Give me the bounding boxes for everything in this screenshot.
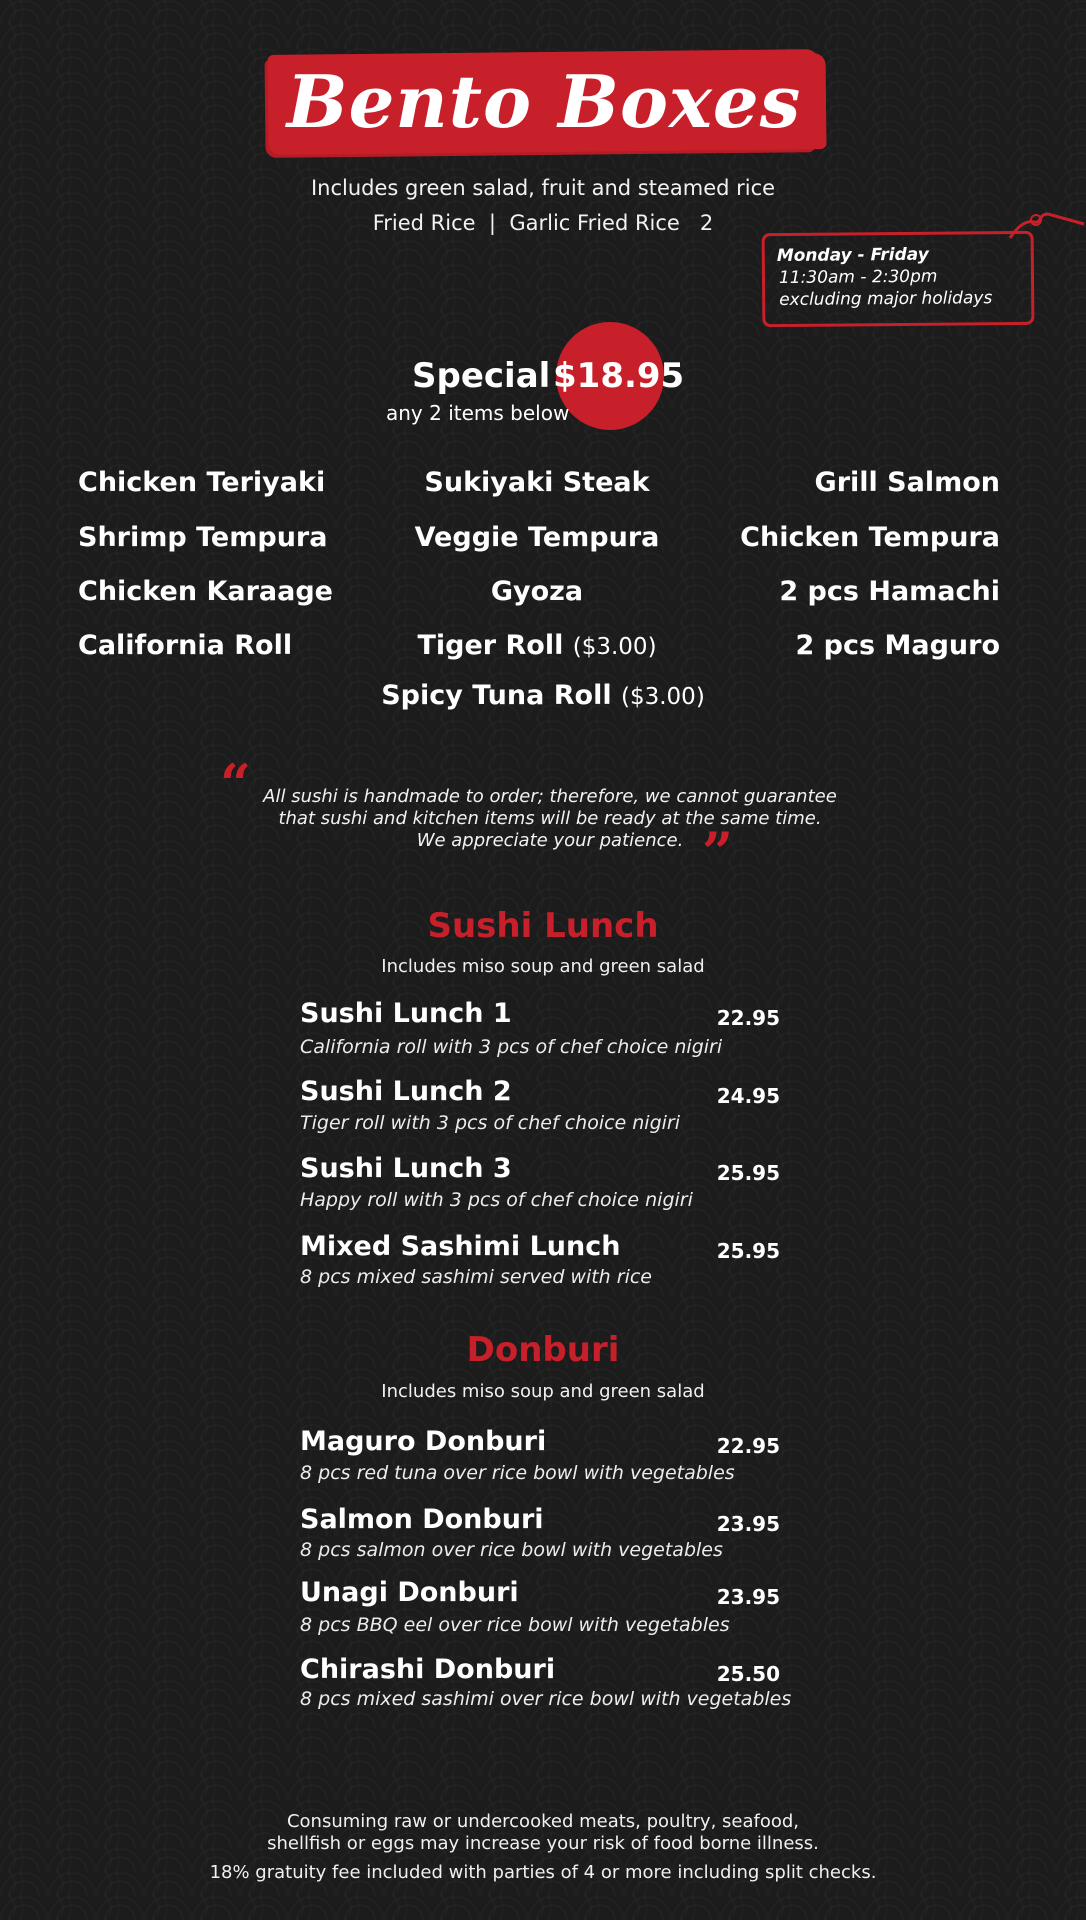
hours-box (762, 231, 1035, 327)
bento-item-tiger-roll (330, 630, 744, 661)
notice-text (230, 786, 870, 852)
dish-name: Maguro Donburi (300, 1426, 547, 1457)
dish-description: 8 pcs mixed sashimi served with rice (300, 1266, 652, 1288)
dish-description: Tiger roll with 3 pcs of chef choice nigiri (300, 1112, 681, 1134)
dish-name: Salmon Donburi (300, 1504, 544, 1535)
section-subtitle: Includes miso soup and green salad (381, 956, 705, 977)
dish-price: 24.95 (716, 1084, 780, 1108)
dish-description: Happy roll with 3 pcs of chef choice nigiri (300, 1189, 693, 1211)
dish-description: 8 pcs BBQ eel over rice bowl with vegetables (300, 1614, 730, 1636)
dish-price: 22.95 (716, 1006, 780, 1030)
upcharge: ($3.00) (621, 684, 705, 710)
special-label: Special (412, 356, 551, 396)
section-title-sushi-lunch: Sushi Lunch (427, 906, 659, 946)
dish-name: Unagi Donburi (300, 1577, 519, 1608)
bento-item: Chicken Tempura (740, 522, 1000, 553)
dish-price: 23.95 (716, 1585, 780, 1609)
open-quote-icon: “ (220, 752, 252, 816)
notice-line: All sushi is handmade to order; therefore, we cannot guarantee (263, 786, 837, 807)
bento-item-spicy-tuna (0, 680, 1086, 711)
bento-item: Chicken Karaage (78, 576, 333, 607)
dish-price: 25.50 (716, 1662, 780, 1686)
bento-item: Grill Salmon (814, 467, 1000, 498)
dish-name: Chirashi Donburi (300, 1654, 556, 1685)
dish-name: Sushi Lunch 3 (300, 1153, 512, 1184)
bento-subtitle: Includes green salad, fruit and steamed rice (310, 176, 776, 200)
hours-days: Monday - Friday (776, 244, 929, 267)
notice-line: that sushi and kitchen items will be ready at the same time. (278, 808, 822, 829)
dish-description: California roll with 3 pcs of chef choice nigiri (300, 1036, 723, 1058)
dish-name: Mixed Sashimi Lunch (300, 1231, 621, 1262)
close-quote-icon: ” (702, 820, 734, 884)
footer-warning-line: shellfish or eggs may increase your risk of food borne illness. (267, 1833, 819, 1854)
menu-title: Bento Boxes (286, 59, 802, 144)
dish-price: 25.95 (716, 1239, 780, 1263)
bento-item: California Roll (78, 630, 293, 661)
bento-item: Chicken Teriyaki (78, 467, 326, 498)
dish-name: Sushi Lunch 2 (300, 1076, 512, 1107)
hours-note: excluding major holidays (779, 288, 993, 311)
bento-item: 2 pcs Maguro (795, 630, 1000, 661)
dish-name: Sushi Lunch 1 (300, 998, 512, 1029)
bento-item: Shrimp Tempura (78, 522, 328, 553)
special-subtitle: any 2 items below (386, 401, 570, 425)
dish-price: 25.95 (716, 1161, 780, 1185)
section-subtitle: Includes miso soup and green salad (381, 1381, 705, 1402)
hours-time: 11:30am - 2:30pm (778, 266, 938, 289)
dish-price: 22.95 (716, 1434, 780, 1458)
notice-line: We appreciate your patience. (416, 830, 684, 851)
dish-price: 23.95 (716, 1512, 780, 1536)
upcharge: ($3.00) (572, 634, 657, 660)
dish-description: 8 pcs salmon over rice bowl with vegetables (300, 1539, 723, 1561)
footer-gratuity: 18% gratuity fee included with parties of 4 or more including split checks. (209, 1862, 877, 1883)
bento-item: 2 pcs Hamachi (779, 576, 1000, 607)
footer-warning-line: Consuming raw or undercooked meats, poultry, seafood, (286, 1811, 800, 1832)
special-price: $18.95 (553, 356, 685, 396)
bento-item: Veggie Tempura (414, 522, 660, 553)
bento-item: Sukiyaki Steak (424, 467, 650, 498)
bento-item-name: Tiger Roll (417, 630, 564, 661)
dish-description: 8 pcs mixed sashimi over rice bowl with vegetables (300, 1688, 792, 1710)
bento-item: Gyoza (490, 576, 584, 607)
section-title-donburi: Donburi (466, 1330, 620, 1370)
rice-options: Fried Rice | Garlic Fried Rice 2 (372, 211, 714, 235)
dish-description: 8 pcs red tuna over rice bowl with vegetables (300, 1462, 735, 1484)
bento-item-name: Spicy Tuna Roll (381, 680, 612, 711)
